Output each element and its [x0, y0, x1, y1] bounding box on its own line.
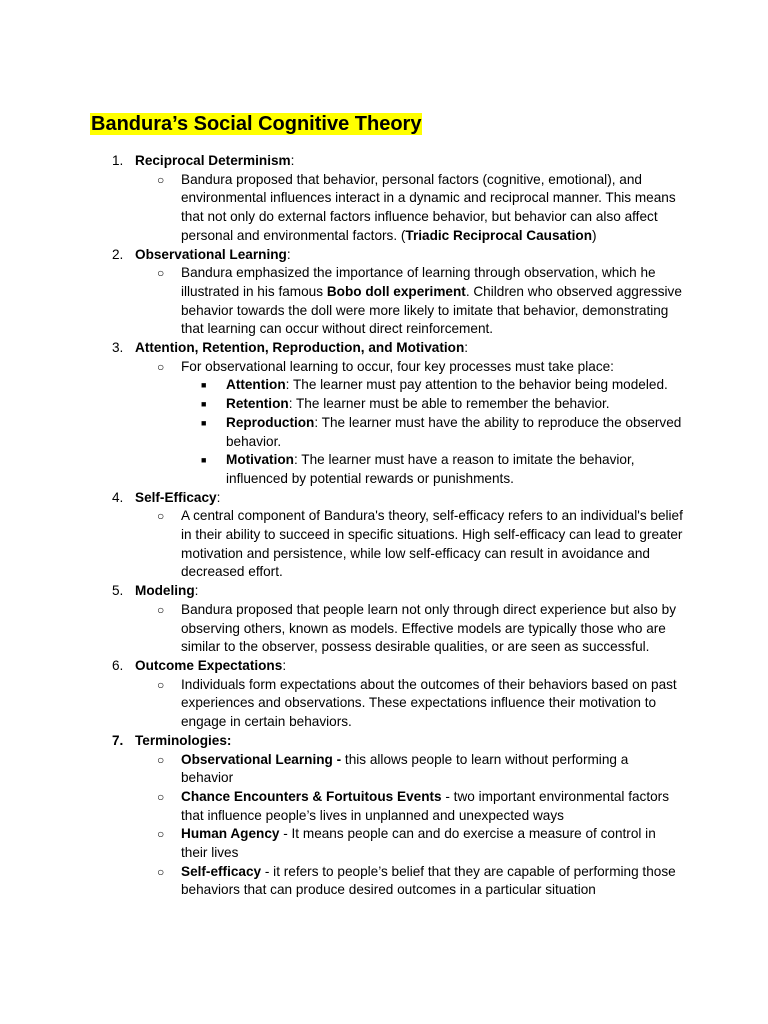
- item-colon: :: [290, 153, 295, 168]
- circle-bullet-icon: ○: [157, 752, 165, 767]
- terminology-term: Self-efficacy: [181, 863, 262, 879]
- item-term: Modeling: [135, 583, 195, 599]
- circle-bullet-icon: ○: [157, 827, 165, 842]
- list-item-terminologies: [0, 732, 683, 751]
- list-item-self-efficacy: [0, 489, 683, 508]
- circle-bullet-icon: ○: [157, 359, 165, 374]
- circle-bullet-icon: ○: [157, 266, 165, 281]
- process-term: Attention: [226, 377, 286, 393]
- process-motivation: [0, 451, 686, 488]
- terminology-observational-learning: [0, 751, 683, 788]
- sub-item: [0, 601, 683, 657]
- list-item-modeling: [0, 582, 683, 601]
- title-highlight: Bandura’s Social Cognitive Theory: [91, 113, 422, 135]
- item-colon: :: [216, 489, 221, 505]
- circle-bullet-icon: ○: [157, 864, 165, 879]
- item-colon: :: [286, 246, 291, 262]
- sub-text: Bandura proposed that people learn not only through direct experience but also by observing others, known as models. Effective models are typically those who are similar to the observer, possess desirable qualities, or are seen as successful.: [181, 601, 676, 655]
- terminology-term: Human Agency: [181, 826, 280, 842]
- sub-item: [0, 507, 683, 582]
- terminology-human-agency: [0, 825, 683, 862]
- terminology-text: - it refers to people’s belief that they are capable of performing those behaviors that can produce desired outcomes in a particular situation: [181, 863, 676, 898]
- list-number: 1.: [112, 153, 124, 168]
- sub-text: Bandura proposed that behavior, personal factors (cognitive, emotional), and environmental influences interact in a dynamic and reciprocal manner. This means that not only do external factors influence behavior, but behavior can also affect personal and environmental factors. (: [181, 171, 676, 243]
- item-term: Attention, Retention, Reproduction, and Motivation: [135, 340, 465, 356]
- terminology-text: - It means people can and do exercise a measure of control in their lives: [181, 826, 656, 861]
- item-term: Outcome Expectations: [135, 657, 283, 673]
- sub-bold-term: Triadic Reciprocal Causation: [405, 227, 593, 243]
- sub-item: [0, 358, 683, 377]
- document-body: [0, 152, 768, 900]
- terminology-term: Observational Learning -: [181, 751, 342, 767]
- sub-item: [0, 264, 683, 339]
- list-item-reciprocal-determinism: [0, 152, 683, 171]
- item-term: Terminologies:: [135, 732, 232, 748]
- process-term: Motivation: [226, 452, 294, 468]
- terminology-term: Chance Encounters & Fortuitous Events: [181, 788, 442, 804]
- process-term: Reproduction: [226, 414, 315, 430]
- list-item-outcome-expectations: [0, 657, 683, 676]
- item-colon: :: [194, 583, 199, 599]
- process-text: : The learner must pay attention to the behavior being modeled.: [285, 377, 668, 393]
- sub-text: A central component of Bandura's theory, self-efficacy refers to an individual's belief in their ability to succeed in specific situations. High self-efficacy can lead to greater motivation and persistence, while low self-efficacy can result in avoidance and decreased effort.: [181, 508, 683, 580]
- process-text: : The learner must be able to remember the behavior.: [288, 396, 610, 412]
- square-bullet-icon: ■: [201, 380, 207, 391]
- list-number: 6.: [112, 657, 124, 673]
- process-text: : The learner must have a reason to imitate the behavior, influenced by potential rewards or punishments.: [226, 452, 635, 486]
- item-term: Observational Learning: [135, 246, 287, 262]
- sub-bold-term: Bobo doll experiment: [326, 283, 466, 299]
- list-item-attention-retention: [0, 339, 683, 358]
- process-reproduction: [0, 414, 686, 451]
- square-bullet-icon: ■: [201, 455, 207, 466]
- list-number: 4.: [112, 489, 124, 505]
- page-title: [90, 112, 422, 136]
- circle-bullet-icon: ○: [157, 602, 165, 617]
- terminology-text: this allows people to learn without performing a behavior: [181, 751, 629, 786]
- terminology-self-efficacy: [0, 863, 683, 900]
- process-term: Retention: [226, 396, 289, 412]
- sub-item: [0, 676, 683, 732]
- process-text: : The learner must have the ability to reproduce the observed behavior.: [226, 414, 682, 449]
- list-number: 5.: [112, 583, 124, 599]
- list-number: 2.: [112, 246, 124, 262]
- process-attention: [0, 376, 686, 395]
- sub-text-after: ): [592, 227, 597, 243]
- sub-text: Individuals form expectations about the outcomes of their behaviors based on past experiences and observations. These expectations influence their motivation to engage in certain behaviors.: [181, 676, 677, 730]
- square-bullet-icon: ■: [201, 417, 207, 428]
- item-colon: :: [282, 657, 287, 673]
- sub-text: Bandura emphasized the importance of learning through observation, which he illustrated in his famous: [181, 265, 656, 299]
- list-number: 7.: [112, 732, 124, 748]
- list-number: 3.: [112, 340, 124, 356]
- item-term: Reciprocal Determinism: [135, 153, 291, 168]
- circle-bullet-icon: ○: [157, 789, 165, 804]
- process-retention: [0, 395, 686, 414]
- sub-text-after: . Children who observed aggressive behavior towards the doll were more likely to imitate that behavior, demonstrating that learning can occur without direct reinforcement.: [181, 283, 682, 337]
- circle-bullet-icon: ○: [157, 172, 165, 187]
- square-bullet-icon: ■: [201, 399, 207, 410]
- circle-bullet-icon: ○: [157, 677, 165, 692]
- item-colon: :: [464, 340, 469, 356]
- sub-text: For observational learning to occur, four key processes must take place:: [181, 358, 614, 374]
- terminology-text: - two important environmental factors that influence people’s lives in unplanned and unexpected ways: [181, 788, 670, 823]
- item-term: Self-Efficacy: [135, 489, 217, 505]
- circle-bullet-icon: ○: [157, 509, 165, 524]
- terminology-chance-encounters: [0, 788, 683, 825]
- sub-item: [0, 171, 683, 246]
- list-item-observational-learning: [0, 246, 683, 265]
